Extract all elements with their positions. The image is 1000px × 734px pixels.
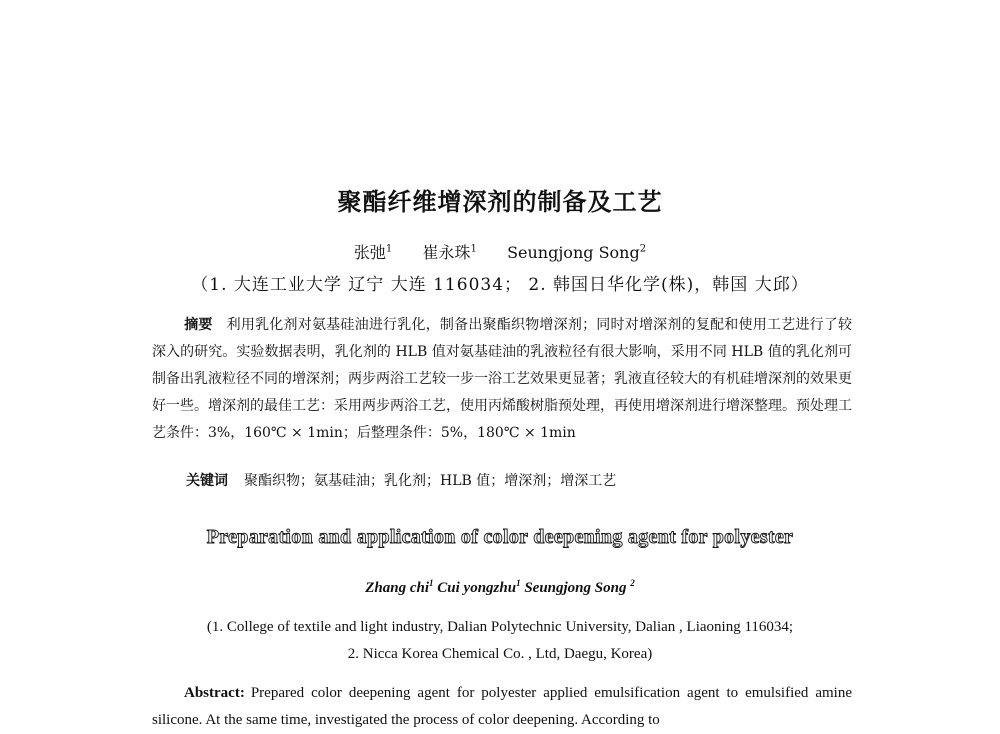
keywords-cn bbox=[186, 470, 856, 492]
keywords-cn-label: 关键词 bbox=[186, 473, 228, 489]
author-name-en: Cui yongzhu bbox=[437, 580, 517, 596]
abstract-en bbox=[152, 680, 852, 734]
abstract-cn-text: 利用乳化剂对氨基硅油进行乳化，制备出聚酯织物增深剂；同时对增深剂的复配和使用工艺进行了较深入的研究。实验数据表明，乳化剂的 HLB 值对氨基硅油的乳液粒径有很大影响，采用不同 HLB 值的乳化剂可制备出乳液粒径不同的增深剂；两步两浴工艺较一步一浴工艺效果更显著；乳液直径较大的有机硅增深剂的效果更好一些。增深剂的最佳工艺：采用两步两浴工艺，使用丙烯酸树脂预处理，再使用增深剂进行增深整理。预处理工艺条件：3%，160℃ × 1min；后整理条件：5%，180℃ × 1min bbox=[152, 317, 853, 441]
abstract-en-text: Prepared color deepening agent for polyester applied emulsification agent to emulsified amine silicone. At the same time, investigated the process of color deepening. According to bbox=[152, 685, 852, 728]
author-affiliation-mark: 2 bbox=[630, 578, 635, 588]
author-list-en bbox=[0, 578, 1000, 597]
paper-title-en: Preparation and application of color deepening agent for polyester bbox=[206, 526, 794, 548]
author-affiliation-mark: 1 bbox=[516, 578, 521, 588]
author-name-en: Zhang chi bbox=[365, 580, 430, 596]
paper-title-cn: 聚酯纤维增深剂的制备及工艺 bbox=[337, 187, 663, 216]
keywords-cn-text: 聚酯织物；氨基硅油；乳化剂；HLB 值；增深剂；增深工艺 bbox=[244, 473, 617, 489]
affiliation-en bbox=[0, 614, 1000, 668]
author-affiliation-mark: 1 bbox=[429, 578, 434, 588]
author-list-cn bbox=[0, 240, 1000, 263]
author-affiliation-mark: 1 bbox=[385, 243, 393, 255]
author-affiliation-mark: 2 bbox=[639, 243, 647, 255]
author-affiliation-mark: 1 bbox=[470, 243, 477, 255]
author-name: 张弛 bbox=[353, 243, 386, 262]
abstract-en-label: Abstract: bbox=[184, 685, 245, 701]
affiliation-en-line: 2. Nicca Korea Chemical Co. , Ltd, Daegu, Korea) bbox=[347, 646, 653, 662]
affiliation-cn: （1. 大连工业大学 辽宁 大连 116034； 2. 韩国日华化学(株)，韩国 大邱） bbox=[191, 275, 809, 295]
author-name-en: Seungjong Song bbox=[524, 580, 627, 596]
author-name: Seungjong Song bbox=[507, 243, 640, 262]
author-name: 崔永珠 bbox=[422, 243, 471, 262]
affiliation-en-line: (1. College of textile and light industry, Dalian Polytechnic University, Dalian , Liaoning 116034; bbox=[206, 619, 794, 635]
abstract-cn bbox=[152, 312, 852, 447]
abstract-cn-label: 摘要 bbox=[184, 317, 213, 333]
